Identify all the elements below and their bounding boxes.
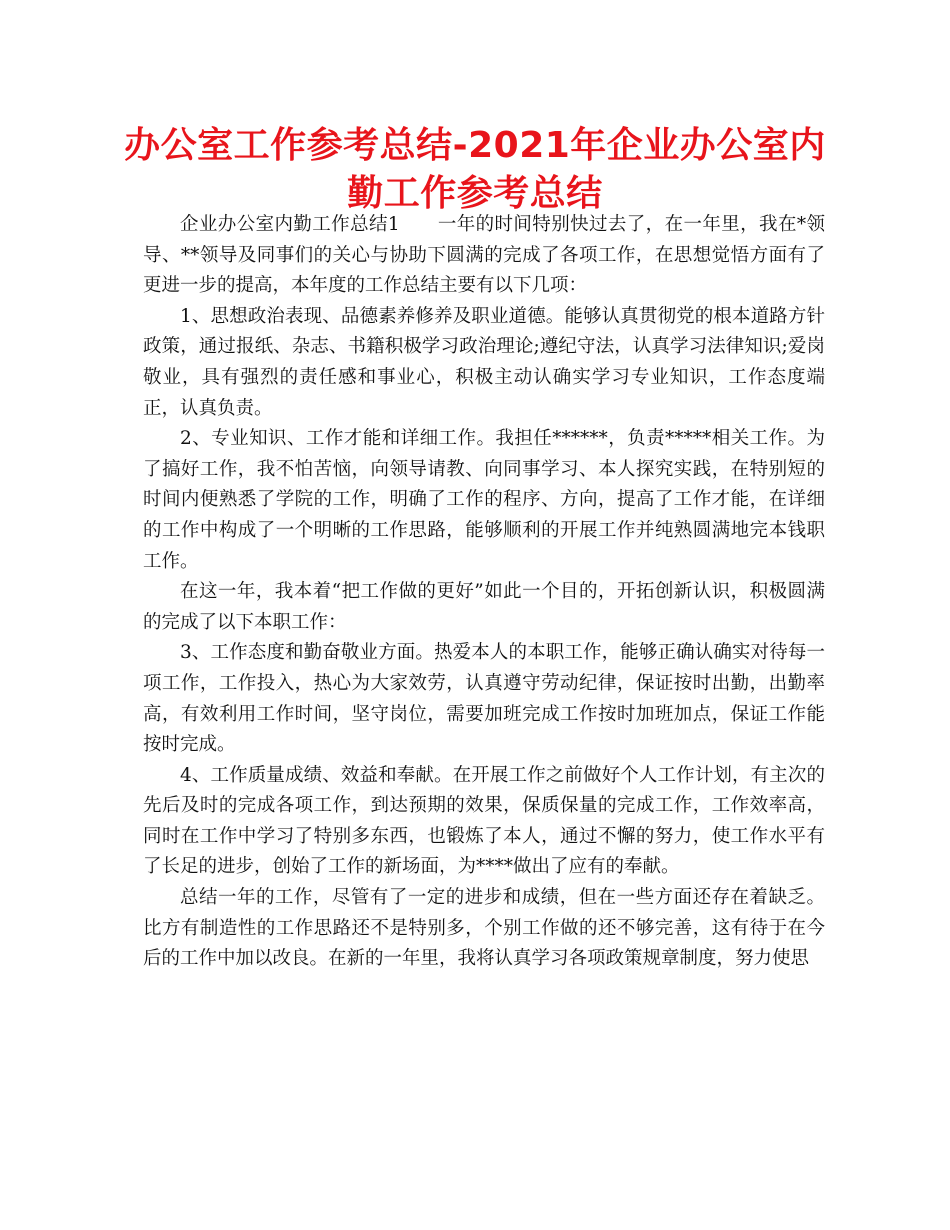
paragraph-transition: 在这一年，我本着“把工作做的更好”如此一个目的，开拓创新认识，积极圆满的完成了以下本职工作：	[143, 581, 825, 633]
paragraph-intro: 企业办公室内勤工作总结1 一年的时间特别快过去了，在一年里，我在*领导、**领导及同事们的关心与协助下圆满的完成了各项工作，在思想觉悟方面有了更进一步的提高，本年度的工作总结主要有以下几项：	[143, 214, 825, 297]
paragraph-item-4: 4、工作质量成绩、效益和奉献。在开展工作之前做好个人工作计划，有主次的先后及时的完成各项工作，到达预期的效果，保质保量的完成工作，工作效率高，同时在工作中学习了特别多东西，也锻炼了本人，通过不懈的努力，使工作水平有了长足的进步，创始了工作的新场面，为****做出了应有的奉献。	[143, 764, 825, 878]
paragraph-item-3: 3、工作态度和勤奋敬业方面。热爱本人的本职工作，能够正确认确实对待每一项工作，工作投入，热心为大家效劳，认真遵守劳动纪律，保证按时出勤，出勤率高，有效利用工作时间，坚守岗位，需要加班完成工作按时加班加点，保证工作能按时完成。	[143, 642, 825, 756]
paragraph-summary: 总结一年的工作，尽管有了一定的进步和成绩，但在一些方面还存在着缺乏。比方有制造性的工作思路还不是特别多，个别工作做的还不够完善，这有待于在今后的工作中加以改良。在新的一年里，我将认真学习各项政策规章制度，努力使思	[143, 887, 825, 970]
paragraph-item-2: 2、专业知识、工作才能和详细工作。我担任******，负责*****相关工作。为了搞好工作，我不怕苦恼，向领导请教、向同事学习、本人探究实践，在特别短的时间内便熟悉了学院的工作，明确了工作的程序、方向，提高了工作才能，在详细的工作中构成了一个明晰的工作思路，能够顺利的开展工作并纯熟圆满地完本钱职工作。	[143, 428, 825, 572]
document-title: 办公室工作参考总结-2021年企业办公室内勤工作参考总结	[124, 125, 826, 214]
paragraph-item-1: 1、思想政治表现、品德素养修养及职业道德。能够认真贯彻党的根本道路方针政策，通过报纸、杂志、书籍积极学习政治理论;遵纪守法，认真学习法律知识;爱岗敬业，具有强烈的责任感和事业心，积极主动认确实学习专业知识，工作态度端正，认真负责。	[143, 305, 825, 419]
document-body	[143, 210, 825, 975]
